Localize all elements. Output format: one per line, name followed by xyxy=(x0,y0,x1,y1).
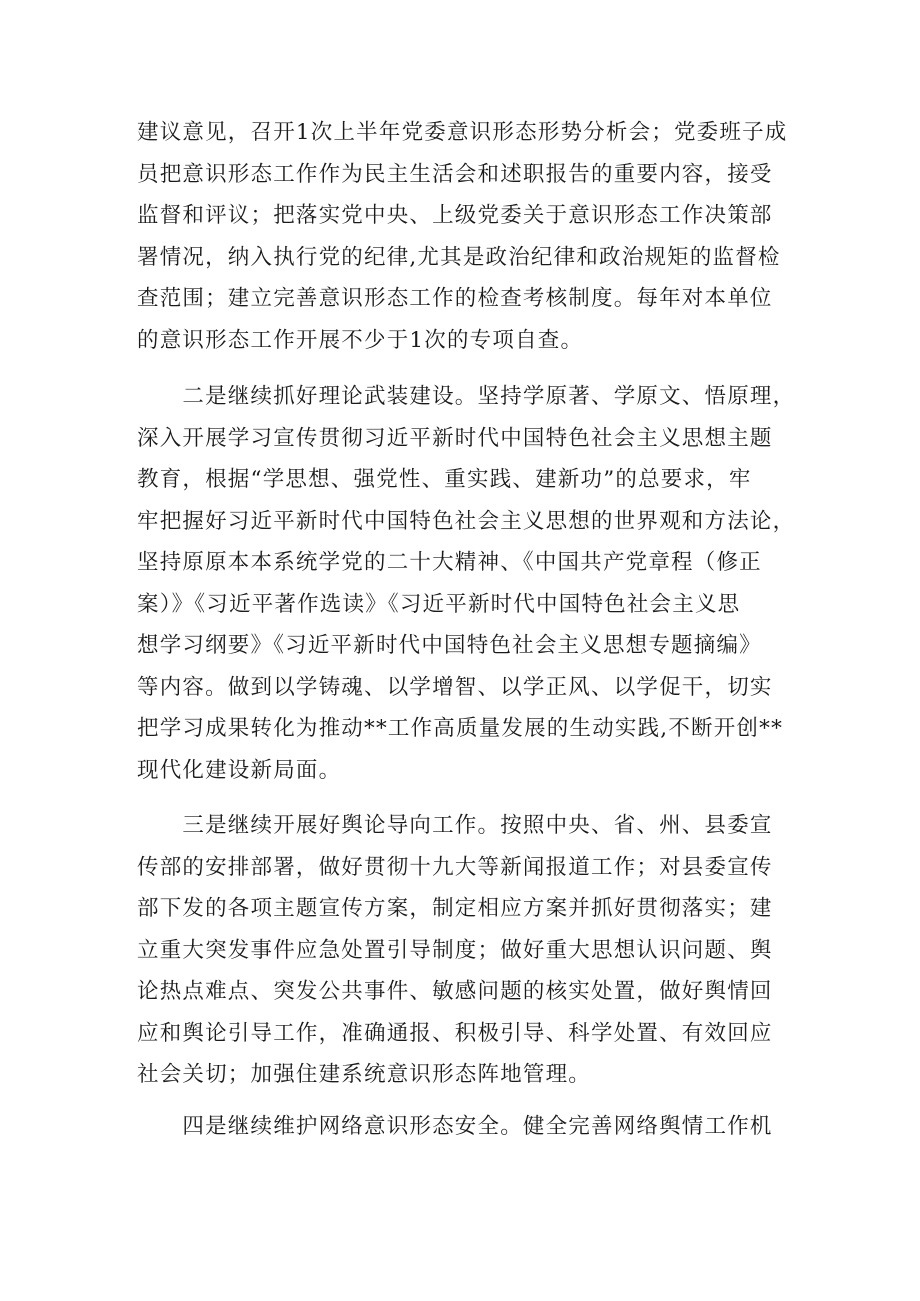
paragraph-ideology-review xyxy=(137,112,797,361)
text-line: 牢把握好习近平新时代中国特色社会主义思想的世界观和方法论， xyxy=(137,508,796,534)
text-line: 立重大突发事件应急处置引导制度；做好重大思想认识问题、舆 xyxy=(137,937,773,963)
text-line: 署情况，纳入执行党的纪律,尤其是政治纪律和政治规矩的监督检 xyxy=(137,244,781,270)
text-line: 的意识形态工作开展不少于1次的专项自查。 xyxy=(137,327,584,353)
text-line: 社会关切；加强住建系统意识形态阵地管理。 xyxy=(137,1062,592,1087)
paragraph-theory-study xyxy=(137,376,797,791)
text-line: 现代化建设新局面。 xyxy=(137,757,342,783)
text-line: 三是继续开展好舆论导向工作。按照中央、省、州、县委宣 xyxy=(137,813,773,838)
text-line: 传部的安排部署，做好贯彻十九大等新闻报道工作；对县委宣传 xyxy=(137,854,773,880)
paragraph-network-security xyxy=(137,1106,797,1148)
text-line: 应和舆论引导工作，准确通报、积极引导、科学处置、有效回应 xyxy=(137,1020,773,1046)
text-line: 二是继续抓好理论武装建设。坚持学原著、学原文、悟原理， xyxy=(137,384,796,409)
text-line: 部下发的各项主题宣传方案，制定相应方案并抓好贯彻落实；建 xyxy=(137,896,773,921)
text-line: 查范围；建立完善意识形态工作的检查考核制度。每年对本单位 xyxy=(137,286,773,311)
text-line: 坚持原原本本系统学党的二十大精神、《中国共产党章程（修正 xyxy=(137,550,762,575)
text-line: 监督和评议；把落实党中央、上级党委关于意识形态工作决策部 xyxy=(137,203,773,228)
text-line: 教育，根据“学思想、强党性、重实践、建新功”的总要求，牢 xyxy=(137,467,752,492)
text-line: 把学习成果转化为推动**工作高质量发展的生动实践,不断开创** xyxy=(137,716,784,741)
text-line: 深入开展学习宣传贯彻习近平新时代中国特色社会主义思想主题 xyxy=(137,425,773,451)
text-line: 四是继续维护网络意识形态安全。健全完善网络舆情工作机 xyxy=(137,1114,773,1139)
text-line: 建议意见，召开1次上半年党委意识形态形势分析会；党委班子成 xyxy=(137,120,788,145)
text-line: 等内容。做到以学铸魂、以学增智、以学正风、以学促干，切实 xyxy=(137,674,773,700)
text-line: 论热点难点、突发公共事件、敏感问题的核实处置，做好舆情回 xyxy=(137,979,773,1004)
text-line: 想学习纲要》《习近平新时代中国特色社会主义思想专题摘编》 xyxy=(137,633,762,658)
paragraph-public-opinion xyxy=(137,805,797,1096)
text-line: 员把意识形态工作作为民主生活会和述职报告的重要内容，接受 xyxy=(137,161,773,187)
text-line: 案）》《习近平著作选读》《习近平新时代中国特色社会主义思 xyxy=(137,591,741,617)
